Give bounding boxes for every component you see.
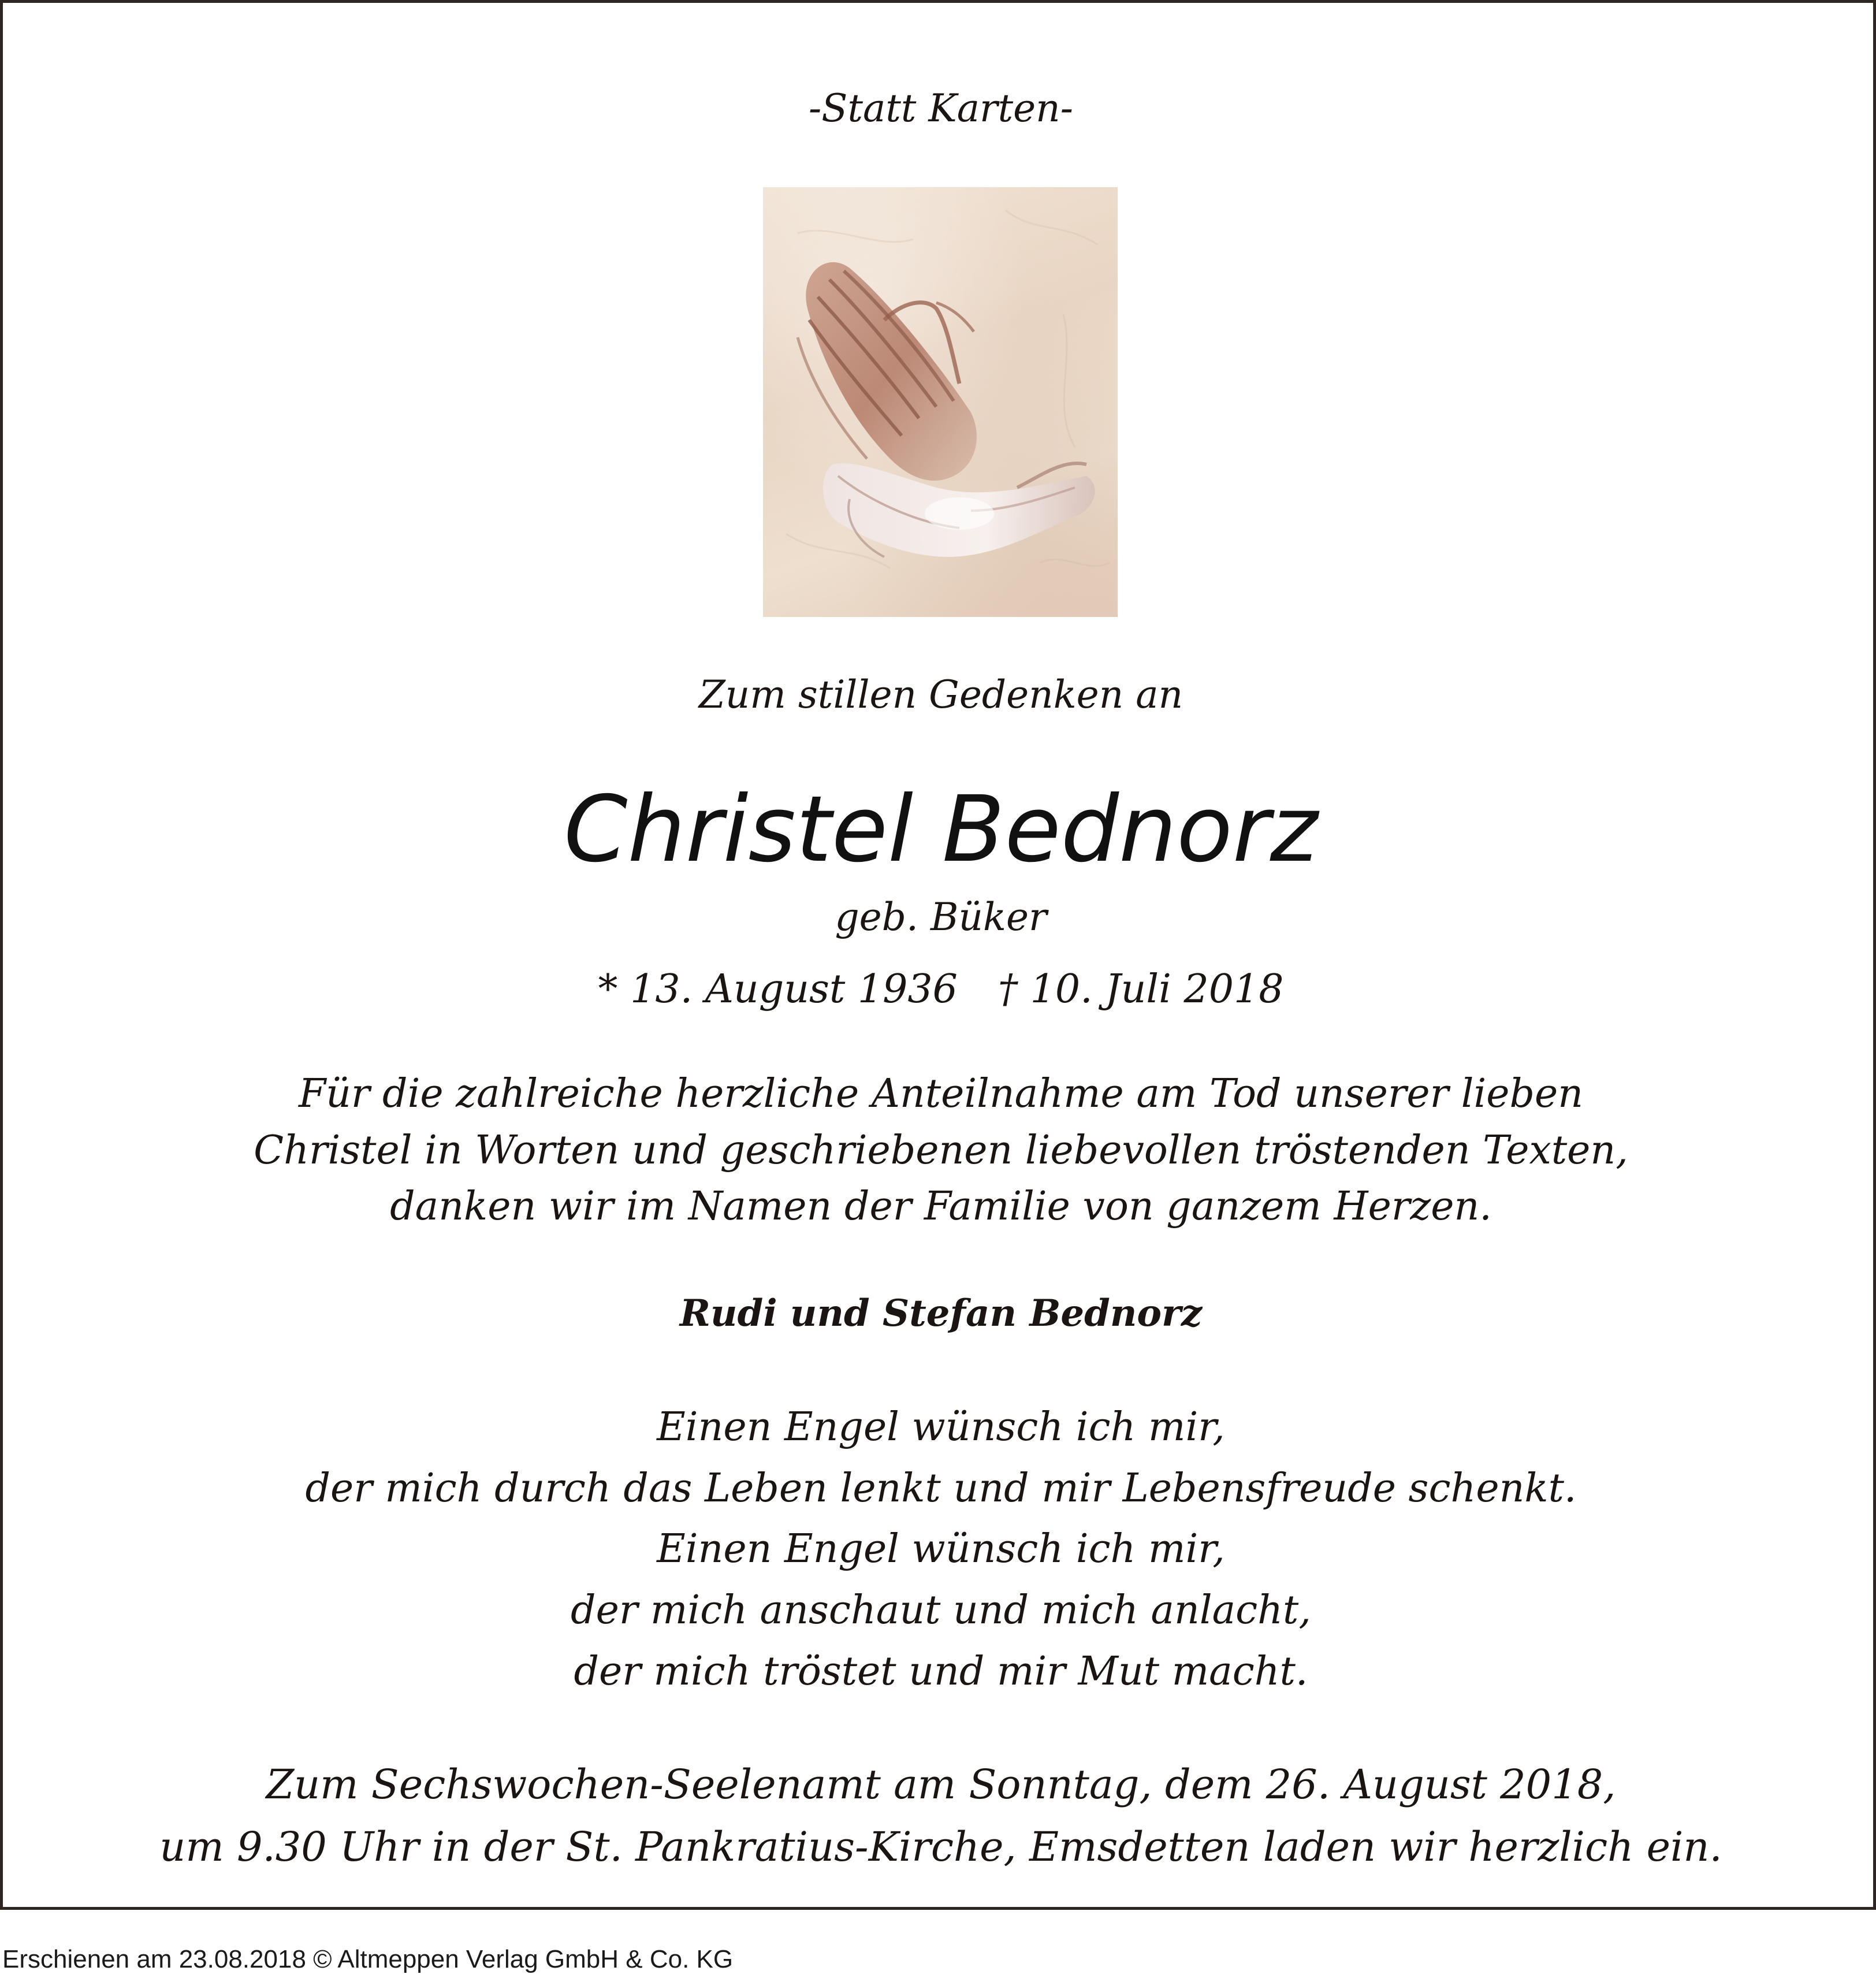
praying-hands-icon — [763, 187, 1118, 617]
birth-date: * 13. August 1936 — [598, 966, 958, 1012]
thanks-line: Für die zahlreiche herzliche Anteilnahme am Tod unserer lieben — [298, 1071, 1584, 1117]
deceased-name: Christel Bednorz — [564, 776, 1318, 883]
signed-by: Rudi und Stefan Bednorz — [679, 1292, 1203, 1335]
event-line: Zum Sechswochen-Seelenamt am Sonntag, dem 26. August 2018, — [266, 1761, 1616, 1808]
life-dates — [3, 966, 1876, 1012]
thanks-line: Christel in Worten und geschriebenen liebevollen tröstenden Texten, — [254, 1128, 1628, 1173]
poem-line: der mich tröstet und mir Mut macht. — [574, 1649, 1308, 1694]
thanks-line: danken wir im Namen der Familie von ganzem Herzen. — [390, 1184, 1492, 1229]
poem-line: Einen Engel wünsch ich mir, — [657, 1526, 1225, 1572]
poem-line: der mich anschaut und mich anlacht, — [571, 1587, 1311, 1633]
poem-line: der mich durch das Leben lenkt und mir Lebensfreude schenkt. — [305, 1466, 1577, 1511]
birth-name: geb. Büker — [835, 895, 1047, 939]
publication-footer: Erschienen am 23.08.2018 © Altmeppen Verlag GmbH & Co. KG — [2, 1945, 734, 1973]
notice-header: -Statt Karten- — [808, 86, 1073, 131]
memorial-intro: Zum stillen Gedenken an — [698, 672, 1183, 717]
death-date: † 10. Juli 2018 — [997, 966, 1284, 1012]
event-line: um 9.30 Uhr in der St. Pankratius-Kirche, Emsdetten laden wir herzlich ein. — [159, 1823, 1722, 1871]
poem-line: Einen Engel wünsch ich mir, — [657, 1404, 1225, 1450]
